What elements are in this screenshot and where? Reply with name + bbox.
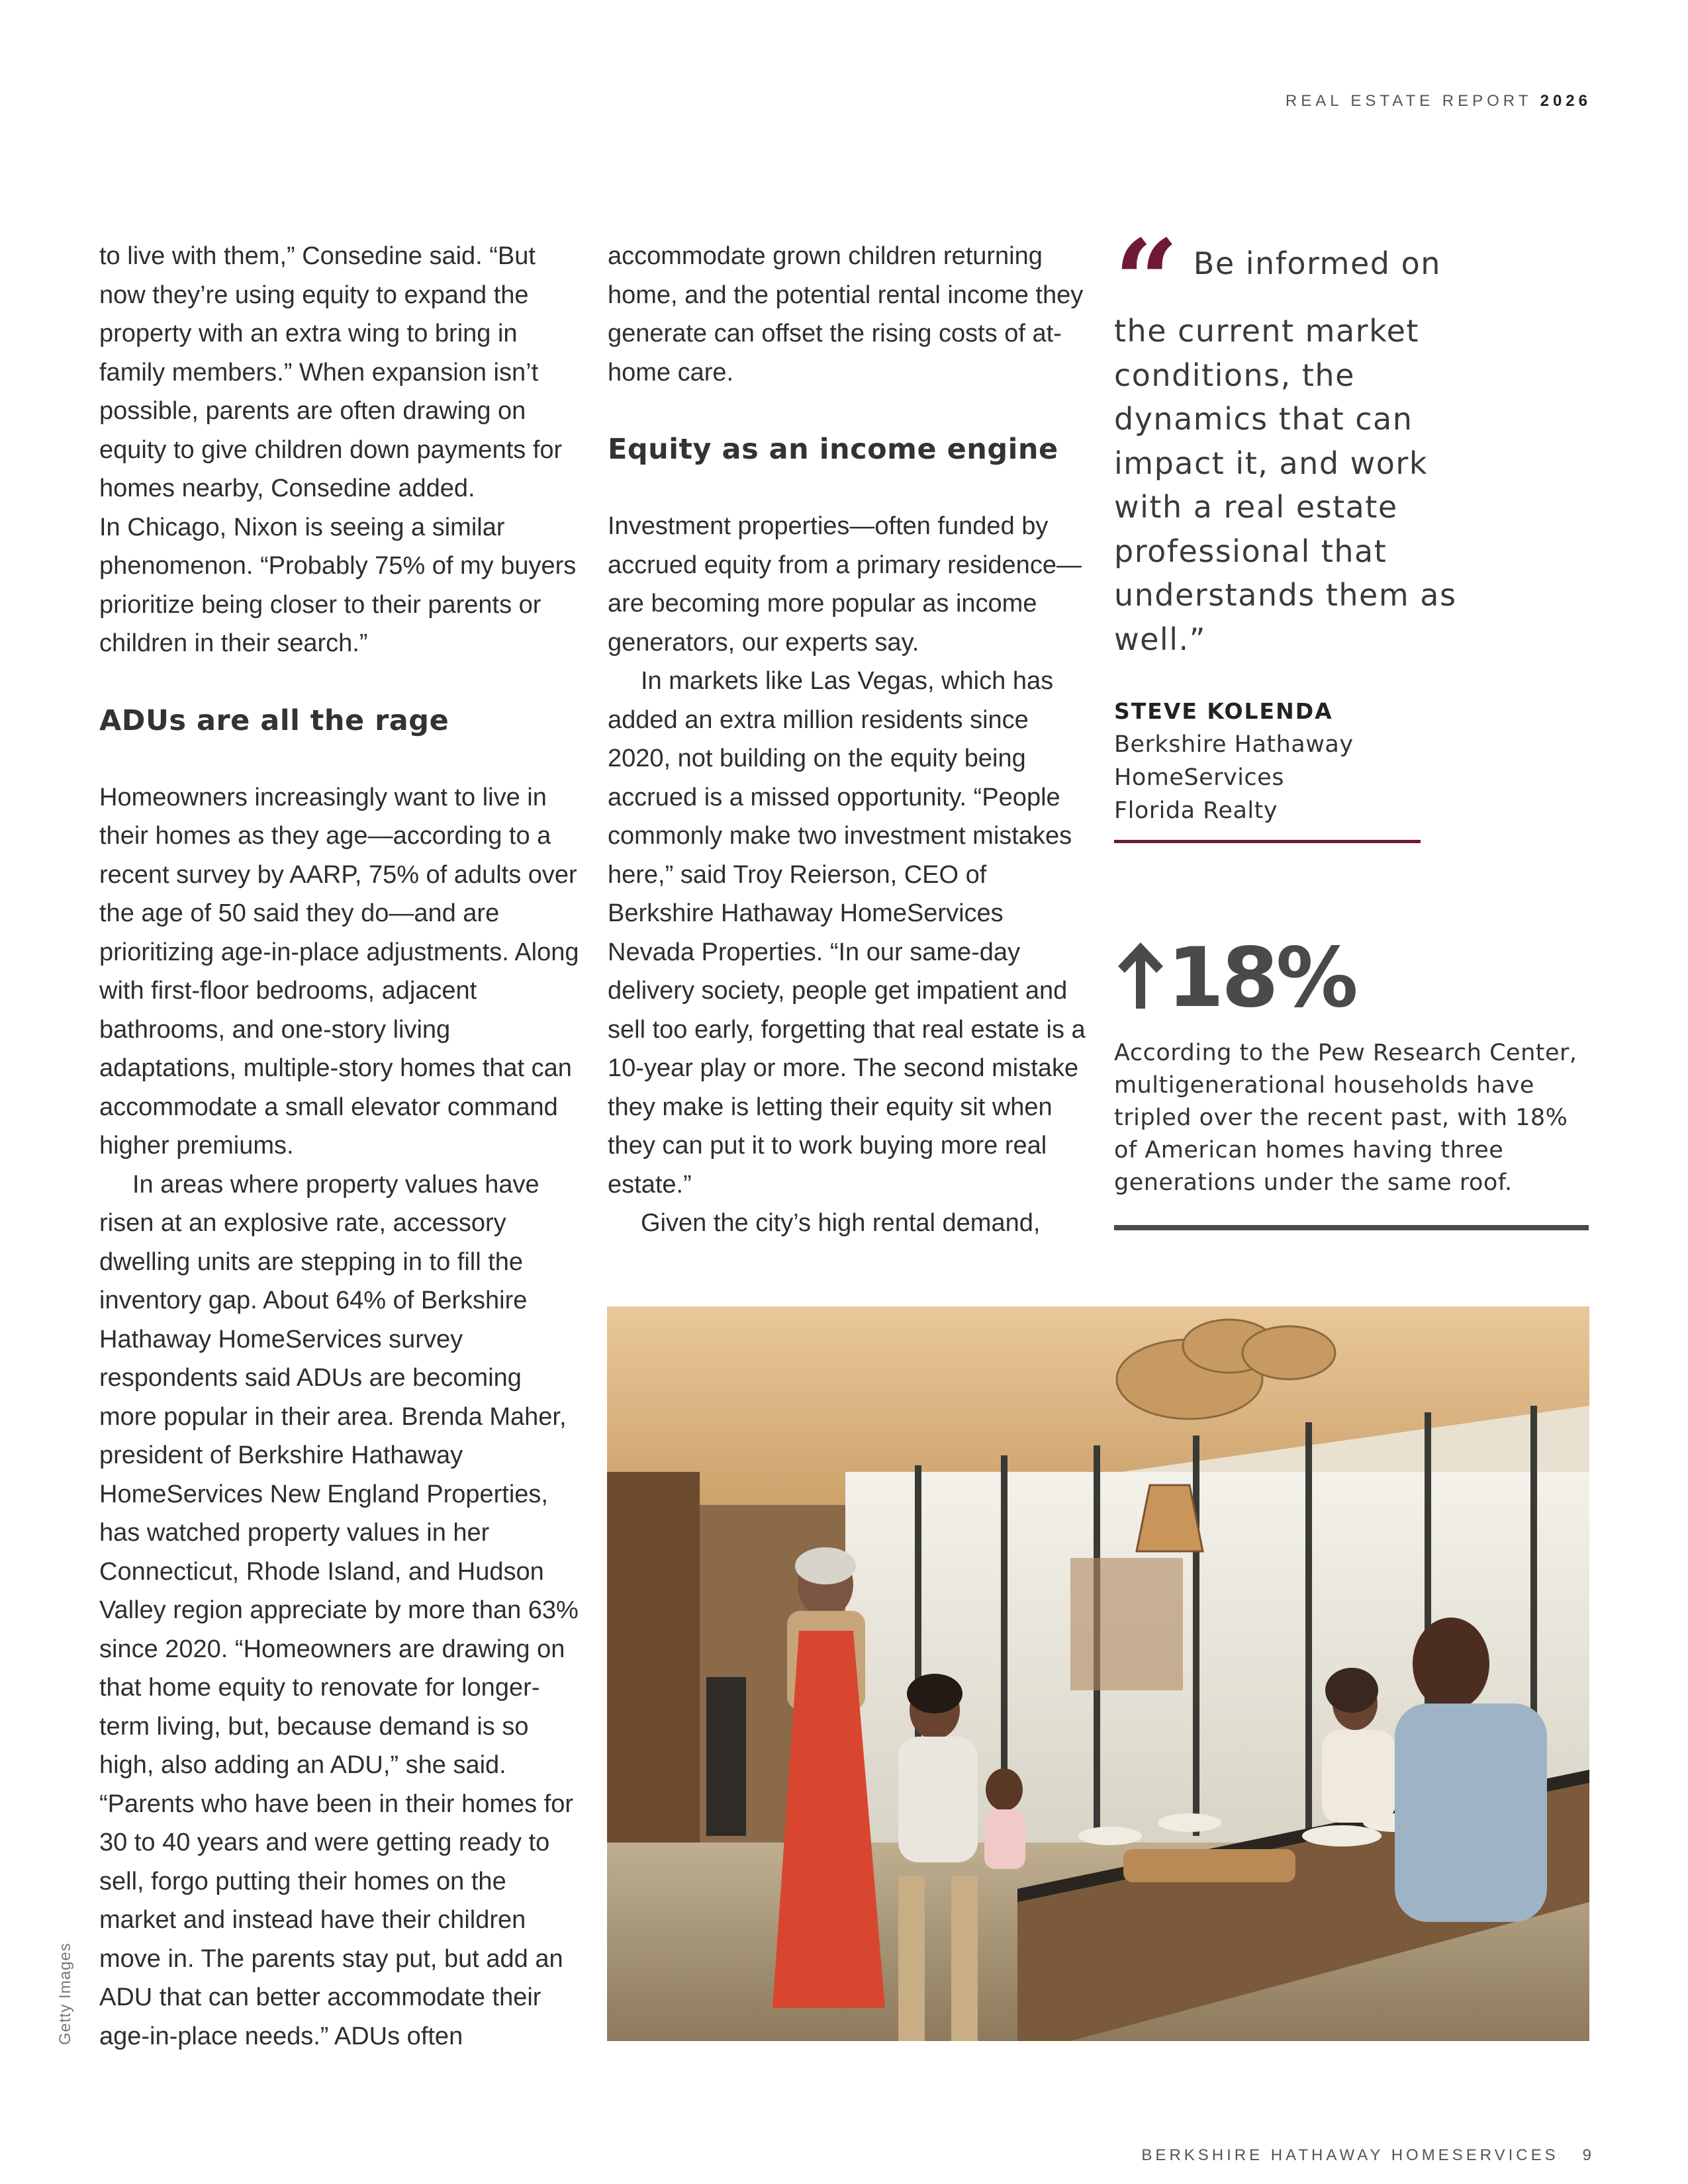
paragraph: In Chicago, Nixon is seeing a similar phenomenon. “Probably 75% of my buyers prioritize being closer to their parents or children in their search.” [99, 513, 577, 657]
page-footer [1141, 2146, 1591, 2165]
article-column-2 [608, 237, 1091, 1243]
pull-quote [1114, 215, 1485, 661]
paragraph: Investment properties—often funded by accrued equity from a primary residence—are becoming more popular as income generators, our experts say. [608, 512, 1082, 657]
report-header [1286, 92, 1591, 111]
quote-affiliation-line: HomeServices [1114, 764, 1284, 791]
quote-author: STEVE KOLENDA [1114, 698, 1333, 724]
paragraph: to live with them,” Consedine said. “But now they’re using equity to expand the property with an extra wing to bring in family members.” When expansion isn’t possible, parents are often drawing on equity to give children down payments for homes nearby, Consedine added. [99, 242, 563, 502]
stat-description: According to the Pew Research Center, multigenerational households have tripled over the recent past, with 18% of American homes having three generations under the same roof. [1114, 1040, 1577, 1196]
quote-attribution [1114, 695, 1445, 827]
report-year: 2026 [1540, 92, 1591, 110]
stat-divider [1114, 1225, 1589, 1230]
arrow-up-icon [1114, 940, 1167, 1015]
pull-quote-text: Be informed on the current market conditions, the dynamics that can impact it, and work with a real estate professional that understands them as well.” [1114, 246, 1457, 657]
stat-value: 18% [1167, 931, 1356, 1026]
paragraph: Given the city’s high rental demand, [641, 1209, 1041, 1237]
page-number: 9 [1582, 2146, 1591, 2164]
paragraph: In areas where property values have risen at an explosive rate, accessory dwelling units are stepping in to fill the inventory gap. About 64% of Berkshire Hathaway HomeServices survey respondents said ADUs are becoming more popular in their area. Brenda Maher, president of Berkshire Hathaway HomeServices New England Properties, has watched property values in her Connecticut, Rhode Island, and Hudson Valley region appreciate by more than 63% since 2020. “Homeowners are drawing on that home equity to renovate for longer-term living, but, because demand is so high, also adding an ADU,” she said. “Parents who have been in their homes for 30 to 40 years and were getting ready to sell, forgo putting their homes on the market and instead have their children move in. The parents stay put, but add an ADU that can better accommodate their age-in-place needs.” ADUs often [99, 1170, 579, 2050]
stat-callout [1114, 932, 1356, 1024]
section-heading-equity: Equity as an income engine [608, 433, 1058, 466]
paragraph: In markets like Las Vegas, which has added an extra million residents since 2020, not building on the equity being accrued is a missed opportunity. “People commonly make two investment mistakes here,” said Troy Reierson, CEO of Berkshire Hathaway HomeServices Nevada Properties. “In our same-day delivery society, people get impatient and sell too early, forgetting that real estate is a 10-year play or more. The second mistake they make is letting their equity sit when they can put it to work buying more real estate.” [608, 667, 1086, 1199]
report-label: REAL ESTATE REPORT [1285, 92, 1532, 110]
family-dinner-photo [607, 1306, 1589, 2041]
quote-divider [1114, 840, 1421, 843]
article-column-1 [99, 237, 583, 2056]
quote-affiliation-line: Berkshire Hathaway [1114, 731, 1354, 758]
section-heading-adus: ADUs are all the rage [99, 704, 449, 737]
paragraph: accommodate grown children returning home, and the potential rental income they generate can offset the rising costs of at-home care. [608, 242, 1084, 387]
footer-brand: BERKSHIRE HATHAWAY HOMESERVICES [1141, 2146, 1559, 2164]
quote-affiliation-line: Florida Realty [1114, 797, 1278, 824]
quote-mark-icon: “ [1114, 215, 1179, 347]
photo-credit: Getty Images [56, 1942, 74, 2045]
paragraph: Homeowners increasingly want to live in their homes as they age—according to a recent survey by AARP, 75% of adults over the age of 50 said they do—and are prioritizing age-in-place adjustments. Along with first-floor bedrooms, adjacent bathrooms, and one-story living adaptations, multiple-story homes that can accommodate a small elevator command higher premiums. [99, 783, 579, 1160]
